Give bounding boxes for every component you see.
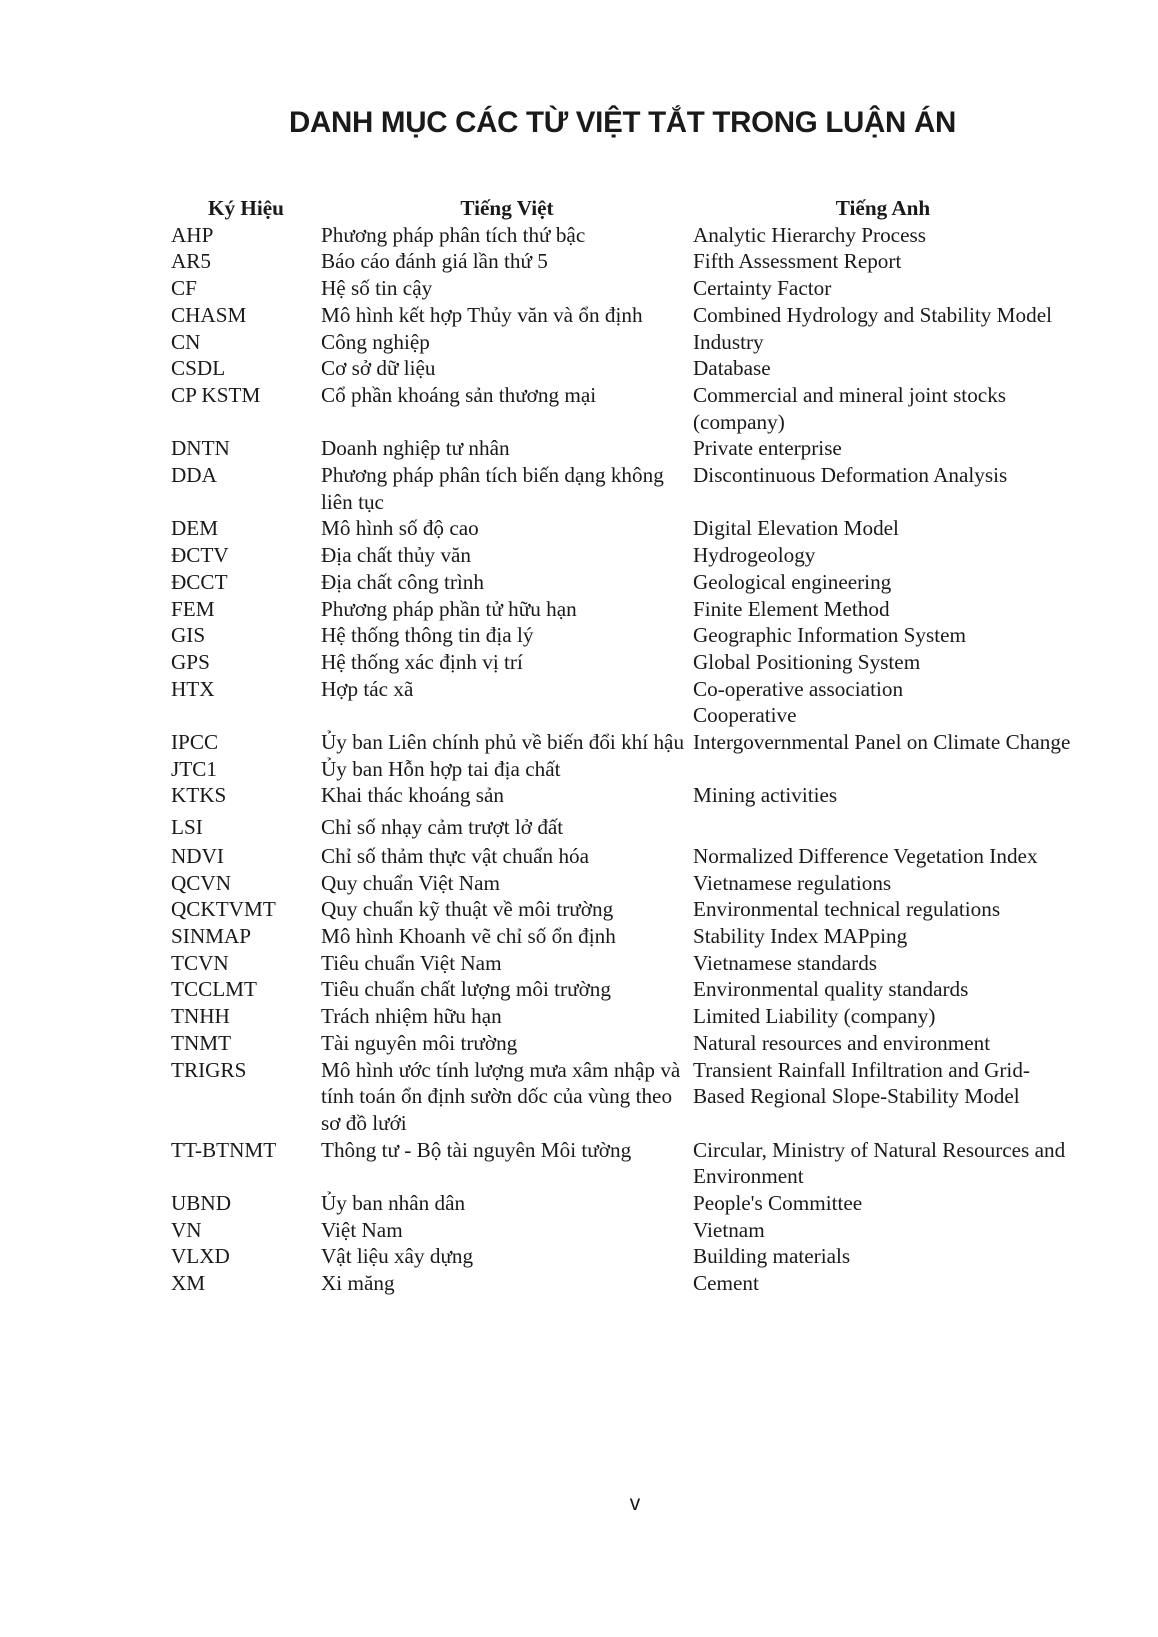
english-cell: Analytic Hierarchy Process (693, 222, 926, 247)
vietnamese-cell: Ủy ban nhân dân (321, 1191, 466, 1216)
english-cell: Natural resources and environment (693, 1030, 991, 1055)
vietnamese-cell: Ủy ban Hỗn hợp tai địa chất (321, 756, 561, 781)
english-cell: Discontinuous Deformation Analysis (693, 463, 1008, 488)
table-row (171, 222, 1073, 249)
vietnamese-cell: Phương pháp phân tích biến dạng không liên tục (321, 463, 664, 514)
table-row (171, 1217, 1073, 1244)
english-cell (693, 809, 1073, 843)
vietnamese-cell: Xi măng (321, 1271, 395, 1296)
vietnamese-cell: Hệ thống thông tin địa lý (321, 623, 534, 648)
vietnamese-cell: Hệ số tin cậy (321, 276, 433, 301)
table-row (171, 729, 1073, 756)
vietnamese-cell: Khai thác khoáng sản (321, 783, 504, 808)
table-row (171, 435, 1073, 462)
table-row (171, 355, 1073, 382)
abbreviation-cell: HTX (171, 676, 215, 701)
page-title: DANH MỤC CÁC TỪ VIỆT TẮT TRONG LUẬN ÁN (289, 106, 956, 139)
english-cell: Digital Elevation Model (693, 516, 899, 541)
abbreviation-cell: ĐCCT (171, 569, 228, 594)
table-row (171, 275, 1073, 302)
table-row (171, 1057, 1073, 1137)
english-cell: People's Committee (693, 1191, 863, 1216)
vietnamese-cell: Mô hình kết hợp Thủy văn và ổn định (321, 302, 643, 327)
abbreviation-table (171, 195, 1073, 1297)
abbreviation-cell: XM (171, 1271, 206, 1296)
english-cell: Finite Element Method (693, 596, 890, 621)
table-row (171, 923, 1073, 950)
english-cell: Stability Index MAPping (693, 923, 908, 948)
english-cell: Fifth Assessment Report (693, 249, 902, 274)
table-row (171, 596, 1073, 623)
abbreviation-cell: DDA (171, 463, 217, 488)
table-body (171, 222, 1073, 1297)
english-cell: Vietnam (693, 1217, 765, 1242)
abbreviation-cell: QCKTVMT (171, 897, 276, 922)
english-cell: Environmental technical regulations (693, 897, 1001, 922)
table-row (171, 976, 1073, 1003)
abbreviation-cell: LSI (171, 815, 203, 840)
table-row (171, 302, 1073, 329)
abbreviation-cell: TT-BTNMT (171, 1137, 277, 1162)
abbreviation-cell: IPCC (171, 730, 219, 755)
abbreviation-cell: VN (171, 1217, 202, 1242)
table-row (171, 649, 1073, 676)
table-row (171, 950, 1073, 977)
english-cell: Normalized Difference Vegetation Index (693, 843, 1038, 868)
english-cell: Limited Liability (company) (693, 1004, 936, 1029)
vietnamese-cell: Vật liệu xây dựng (321, 1244, 474, 1269)
abbreviation-cell: CP KSTM (171, 382, 261, 407)
vietnamese-cell: Tài nguyên môi trường (321, 1030, 518, 1055)
table-row (171, 1030, 1073, 1057)
abbreviation-cell: KTKS (171, 783, 227, 808)
table-row (171, 248, 1073, 275)
english-cell: Certainty Factor (693, 276, 832, 301)
table-row (171, 515, 1073, 542)
vietnamese-cell: Phương pháp phần tử hữu hạn (321, 596, 577, 621)
abbreviation-cell: TNHH (171, 1004, 230, 1029)
abbreviation-cell: TNMT (171, 1030, 232, 1055)
table-row (171, 1190, 1073, 1217)
vietnamese-cell: Cơ sở dữ liệu (321, 356, 436, 381)
abbreviation-cell: NDVI (171, 843, 224, 868)
table-row (171, 462, 1073, 515)
table-row (171, 676, 1073, 729)
abbreviation-cell: UBND (171, 1191, 232, 1216)
abbreviation-cell: JTC1 (171, 756, 217, 781)
vietnamese-cell: Ủy ban Liên chính phủ về biến đổi khí hậu (321, 730, 685, 755)
english-cell: Environmental quality standards (693, 977, 969, 1002)
table-row (171, 896, 1073, 923)
header-vietnamese: Tiếng Việt (460, 196, 554, 220)
vietnamese-cell: Thông tư - Bộ tài nguyên Môi tường (321, 1137, 632, 1162)
table-row (171, 542, 1073, 569)
page-number: v (629, 1492, 641, 1515)
abbreviation-cell: CF (171, 276, 197, 301)
table-row (171, 809, 1073, 843)
abbreviation-cell: TCVN (171, 950, 229, 975)
table-row (171, 1270, 1073, 1297)
abbreviation-cell: AHP (171, 222, 214, 247)
vietnamese-cell: Việt Nam (321, 1217, 403, 1242)
vietnamese-cell: Chỉ số nhạy cảm trượt lở đất (321, 815, 564, 840)
header-english: Tiếng Anh (835, 196, 931, 220)
abbreviation-cell: FEM (171, 596, 215, 621)
table-row (171, 782, 1073, 809)
vietnamese-cell: Tiêu chuẩn Việt Nam (321, 950, 502, 975)
english-cell: Cement (693, 1271, 759, 1296)
vietnamese-cell: Quy chuẩn Việt Nam (321, 870, 500, 895)
header-abbreviation: Ký Hiệu (208, 196, 284, 220)
vietnamese-cell: Chỉ số thảm thực vật chuẩn hóa (321, 843, 590, 868)
vietnamese-cell: Địa chất thủy văn (321, 543, 472, 568)
english-cell: Mining activities (693, 783, 838, 808)
abbreviation-cell: QCVN (171, 870, 232, 895)
english-cell: Vietnamese standards (693, 950, 878, 975)
table-row (171, 622, 1073, 649)
english-cell: Geographic Information System (693, 623, 967, 648)
vietnamese-cell: Hệ thống xác định vị trí (321, 649, 523, 674)
english-cell: Co-operative association Cooperative (693, 676, 904, 728)
english-cell: Transient Rainfall Infiltration and Grid-Based Regional Slope-Stability Model (693, 1057, 1030, 1109)
table-row (171, 569, 1073, 596)
abbreviation-cell: ĐCTV (171, 543, 229, 568)
vietnamese-cell: Cổ phần khoáng sản thương mại (321, 382, 597, 407)
table-row (171, 870, 1073, 897)
abbreviation-cell: DEM (171, 516, 219, 541)
english-cell: Commercial and mineral joint stocks (company) (693, 382, 1007, 434)
table-row (171, 329, 1073, 356)
vietnamese-cell: Mô hình số độ cao (321, 516, 479, 541)
abbreviation-cell: TCCLMT (171, 977, 257, 1002)
abbreviation-cell: CHASM (171, 302, 247, 327)
abbreviation-cell: CN (171, 329, 201, 354)
vietnamese-cell: Mô hình ước tính lượng mưa xâm nhập và tính toán ổn định sườn dốc của vùng theo sơ đồ lưới (321, 1057, 681, 1135)
vietnamese-cell: Mô hình Khoanh vẽ chỉ số ổn định (321, 923, 616, 948)
english-cell: Circular, Ministry of Natural Resources and Environment (693, 1137, 1066, 1189)
vietnamese-cell: Phương pháp phân tích thứ bậc (321, 222, 586, 247)
table-row (171, 382, 1073, 435)
english-cell: Industry (693, 329, 764, 354)
abbreviation-cell: GIS (171, 623, 206, 648)
table-header-row (171, 195, 1073, 222)
english-cell: Private enterprise (693, 436, 842, 461)
abbreviation-cell: SINMAP (171, 923, 252, 948)
english-cell: Database (693, 356, 771, 381)
vietnamese-cell: Doanh nghiệp tư nhân (321, 436, 510, 461)
table-row (171, 1003, 1073, 1030)
vietnamese-cell: Hợp tác xã (321, 676, 414, 701)
vietnamese-cell: Quy chuẩn kỹ thuật về môi trường (321, 897, 614, 922)
english-cell: Intergovernmental Panel on Climate Change (693, 730, 1071, 755)
vietnamese-cell: Trách nhiệm hữu hạn (321, 1004, 502, 1029)
abbreviation-cell: GPS (171, 649, 210, 674)
abbreviation-cell: VLXD (171, 1244, 230, 1269)
english-cell: Vietnamese regulations (693, 870, 892, 895)
english-cell: Combined Hydrology and Stability Model (693, 302, 1052, 327)
table-row (171, 843, 1073, 870)
table-row (171, 756, 1073, 783)
english-cell (693, 756, 1073, 783)
abbreviation-cell: DNTN (171, 436, 230, 461)
abbreviation-cell: TRIGRS (171, 1057, 247, 1082)
abbreviation-cell: CSDL (171, 356, 226, 381)
table-row (171, 1137, 1073, 1190)
english-cell: Hydrogeology (693, 543, 816, 568)
vietnamese-cell: Tiêu chuẩn chất lượng môi trường (321, 977, 611, 1002)
vietnamese-cell: Địa chất công trình (321, 569, 484, 594)
vietnamese-cell: Báo cáo đánh giá lần thứ 5 (321, 249, 548, 274)
table-row (171, 1243, 1073, 1270)
english-cell: Global Positioning System (693, 649, 921, 674)
english-cell: Geological engineering (693, 569, 892, 594)
abbreviation-cell: AR5 (171, 249, 212, 274)
vietnamese-cell: Công nghiệp (321, 329, 430, 354)
english-cell: Building materials (693, 1244, 851, 1269)
